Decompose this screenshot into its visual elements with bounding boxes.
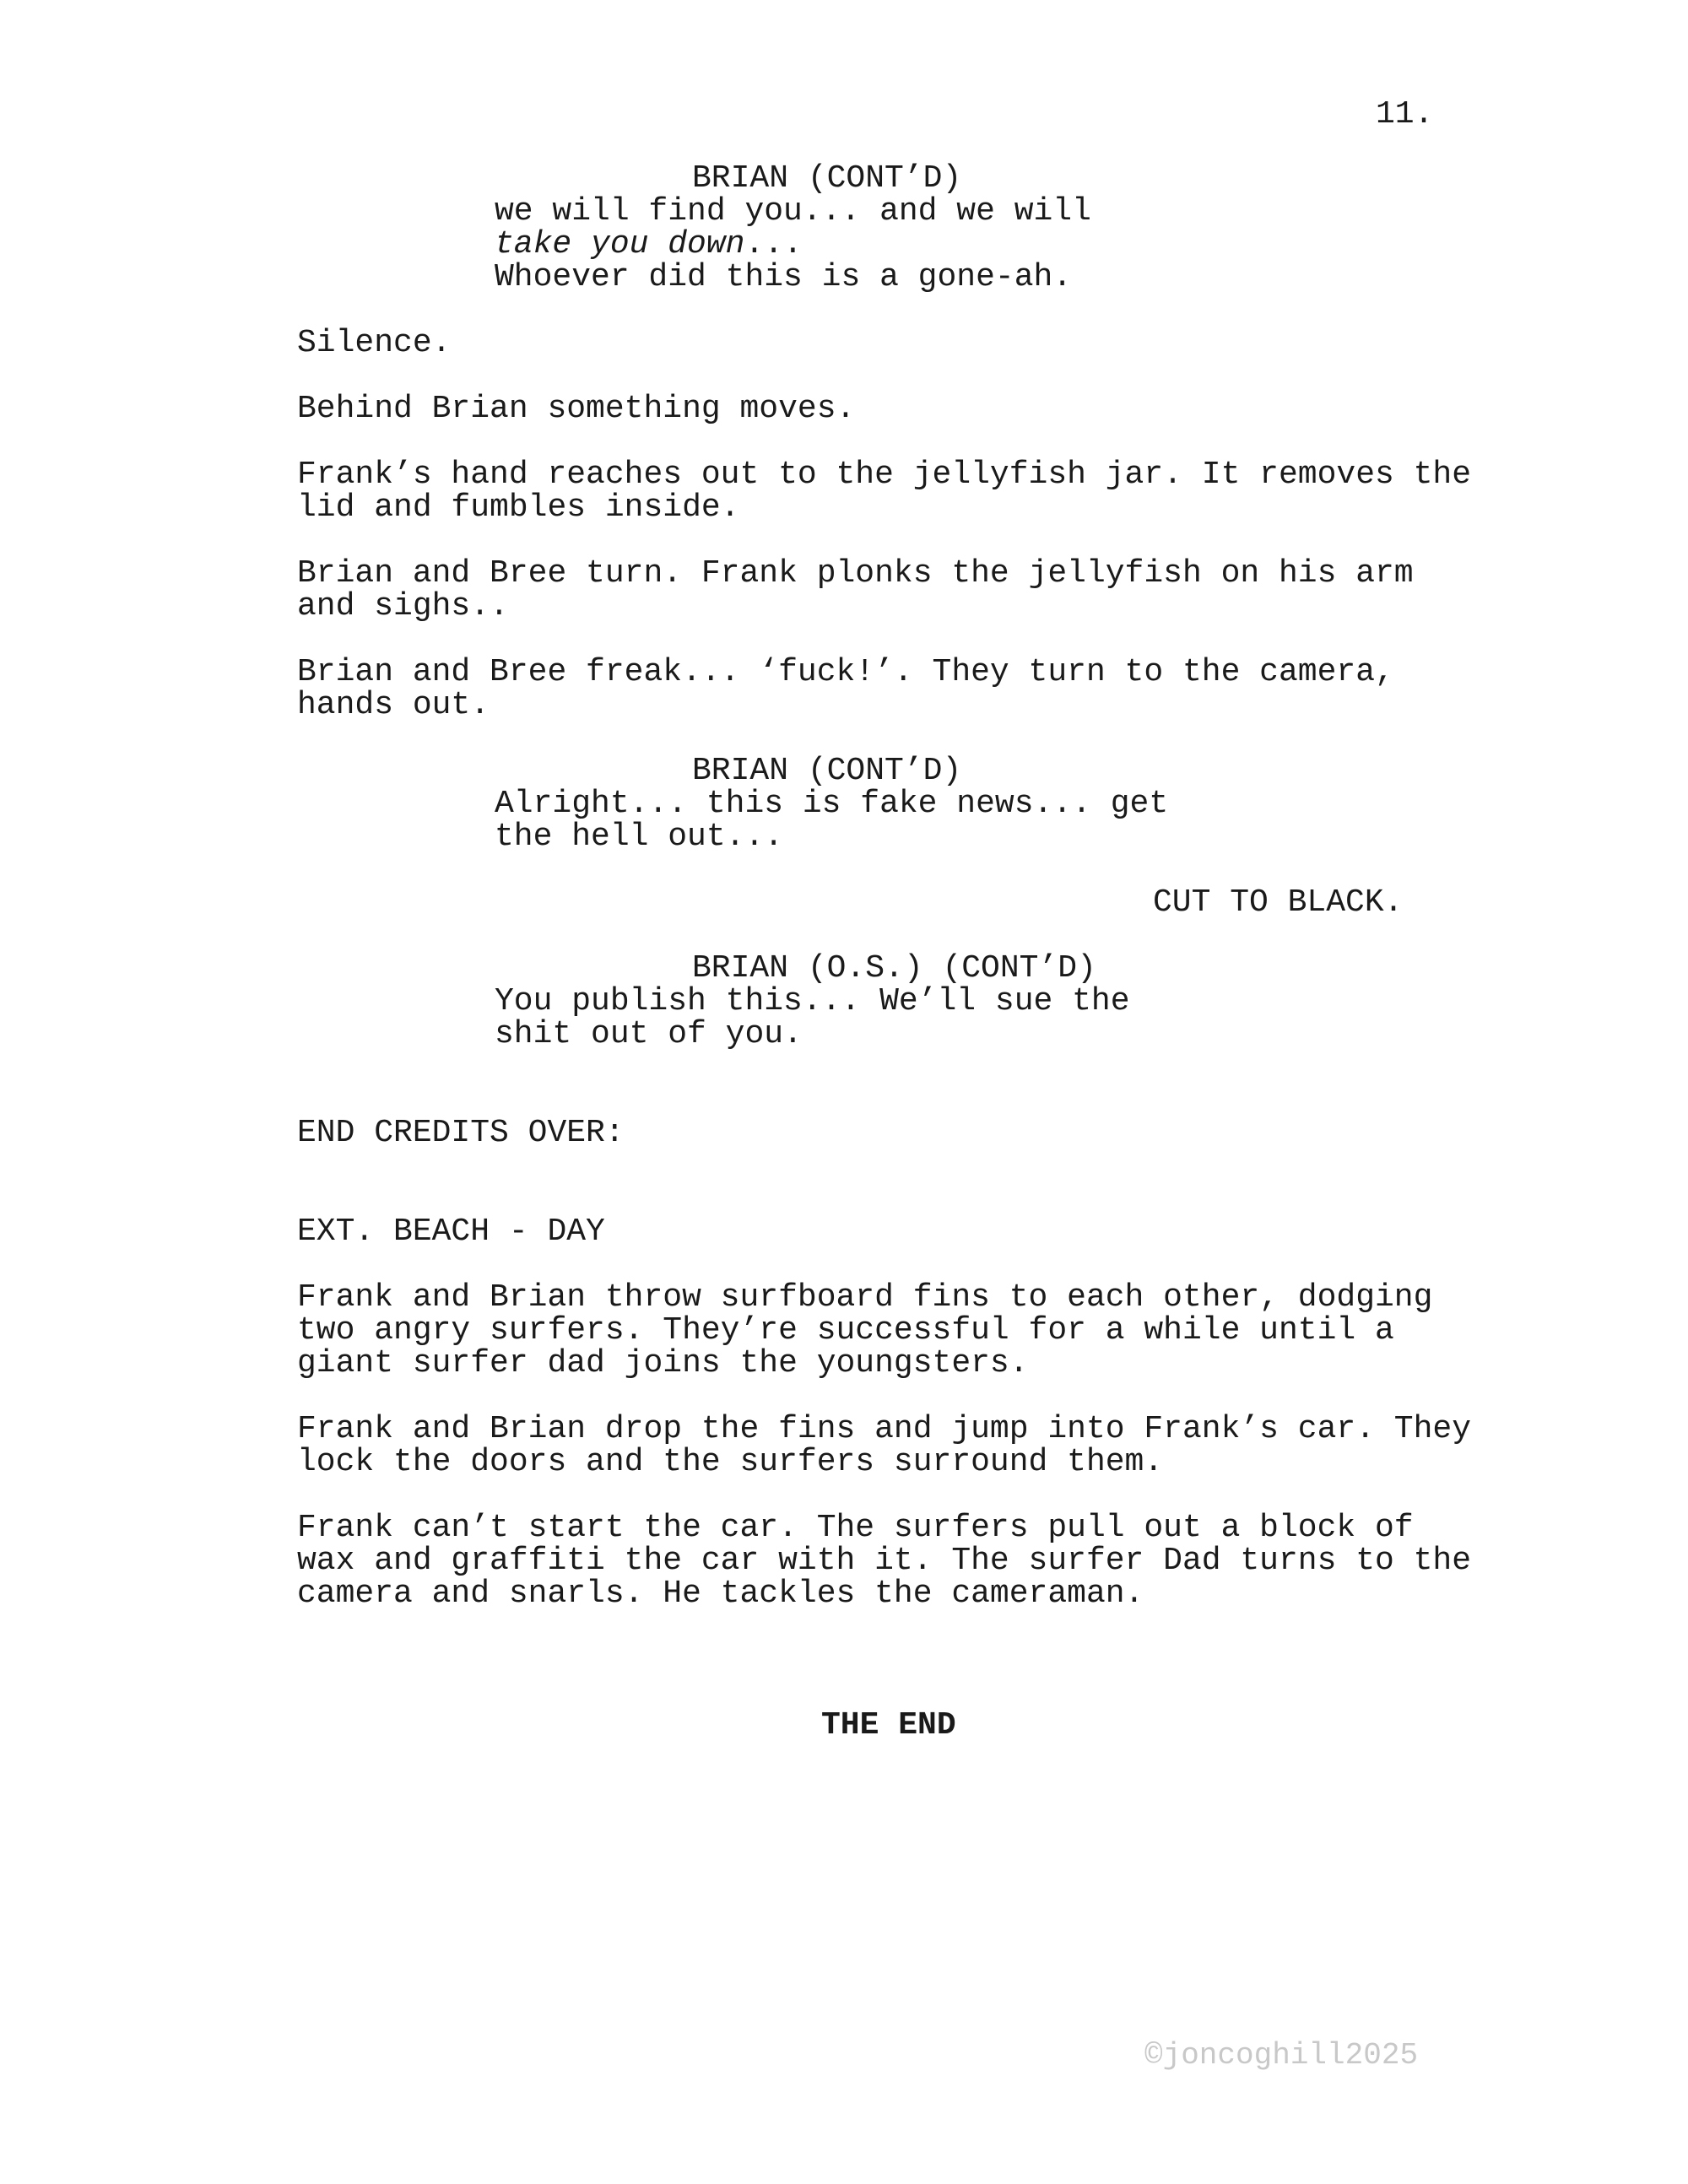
action-line: Brian and Bree freak... ‘fuck!’. They turn to the camera, [297, 654, 1394, 690]
character-cue: BRIAN (CONT’D) [692, 160, 962, 197]
dialogue-line: Alright... this is fake news... get [495, 786, 1169, 822]
action-line: camera and snarls. He tackles the cameraman. [297, 1576, 1144, 1612]
transition: CUT TO BLACK. [1153, 884, 1404, 921]
action-line: hands out. [297, 687, 490, 723]
dialogue-line: we will find you... and we will [495, 193, 1091, 230]
dialogue-line: shit out of you. [495, 1016, 803, 1052]
dialogue-line: You publish this... We’ll sue the [495, 983, 1130, 1019]
dialogue-line: Whoever did this is a gone-ah. [495, 259, 1073, 295]
dialogue-text: ... [744, 226, 803, 262]
character-cue: BRIAN (O.S.) (CONT’D) [692, 950, 1096, 987]
dialogue-line [495, 228, 803, 261]
action-line: lid and fumbles inside. [297, 489, 740, 526]
action-line: END CREDITS OVER: [297, 1115, 625, 1151]
action-line: Silence. [297, 325, 452, 361]
action-line: and sighs.. [297, 588, 509, 624]
action-line: Frank and Brian throw surfboard fins to each other, dodging [297, 1279, 1433, 1316]
action-line: Brian and Bree turn. Frank plonks the jellyfish on his arm [297, 555, 1414, 592]
action-line: Frank’s hand reaches out to the jellyfish jar. It removes the [297, 457, 1472, 493]
the-end: THE END [821, 1707, 956, 1743]
action-line: lock the doors and the surfers surround them. [297, 1444, 1164, 1480]
action-line: wax and graffiti the car with it. The surfer Dad turns to the [297, 1543, 1472, 1579]
copyright-watermark: ©joncoghill2025 [1144, 2038, 1419, 2073]
dialogue-emphasis: take you down [495, 226, 745, 262]
dialogue-line: the hell out... [495, 819, 784, 855]
action-line: Behind Brian something moves. [297, 391, 856, 427]
action-line: giant surfer dad joins the youngsters. [297, 1345, 1029, 1381]
character-cue: BRIAN (CONT’D) [692, 753, 962, 789]
action-line: two angry surfers. They’re successful for a while until a [297, 1312, 1394, 1349]
action-line: Frank and Brian drop the fins and jump into Frank’s car. They [297, 1411, 1472, 1447]
scene-heading: EXT. BEACH - DAY [297, 1214, 605, 1250]
page-number: 11. [1376, 96, 1434, 132]
action-line: Frank can’t start the car. The surfers pull out a block of [297, 1510, 1414, 1546]
